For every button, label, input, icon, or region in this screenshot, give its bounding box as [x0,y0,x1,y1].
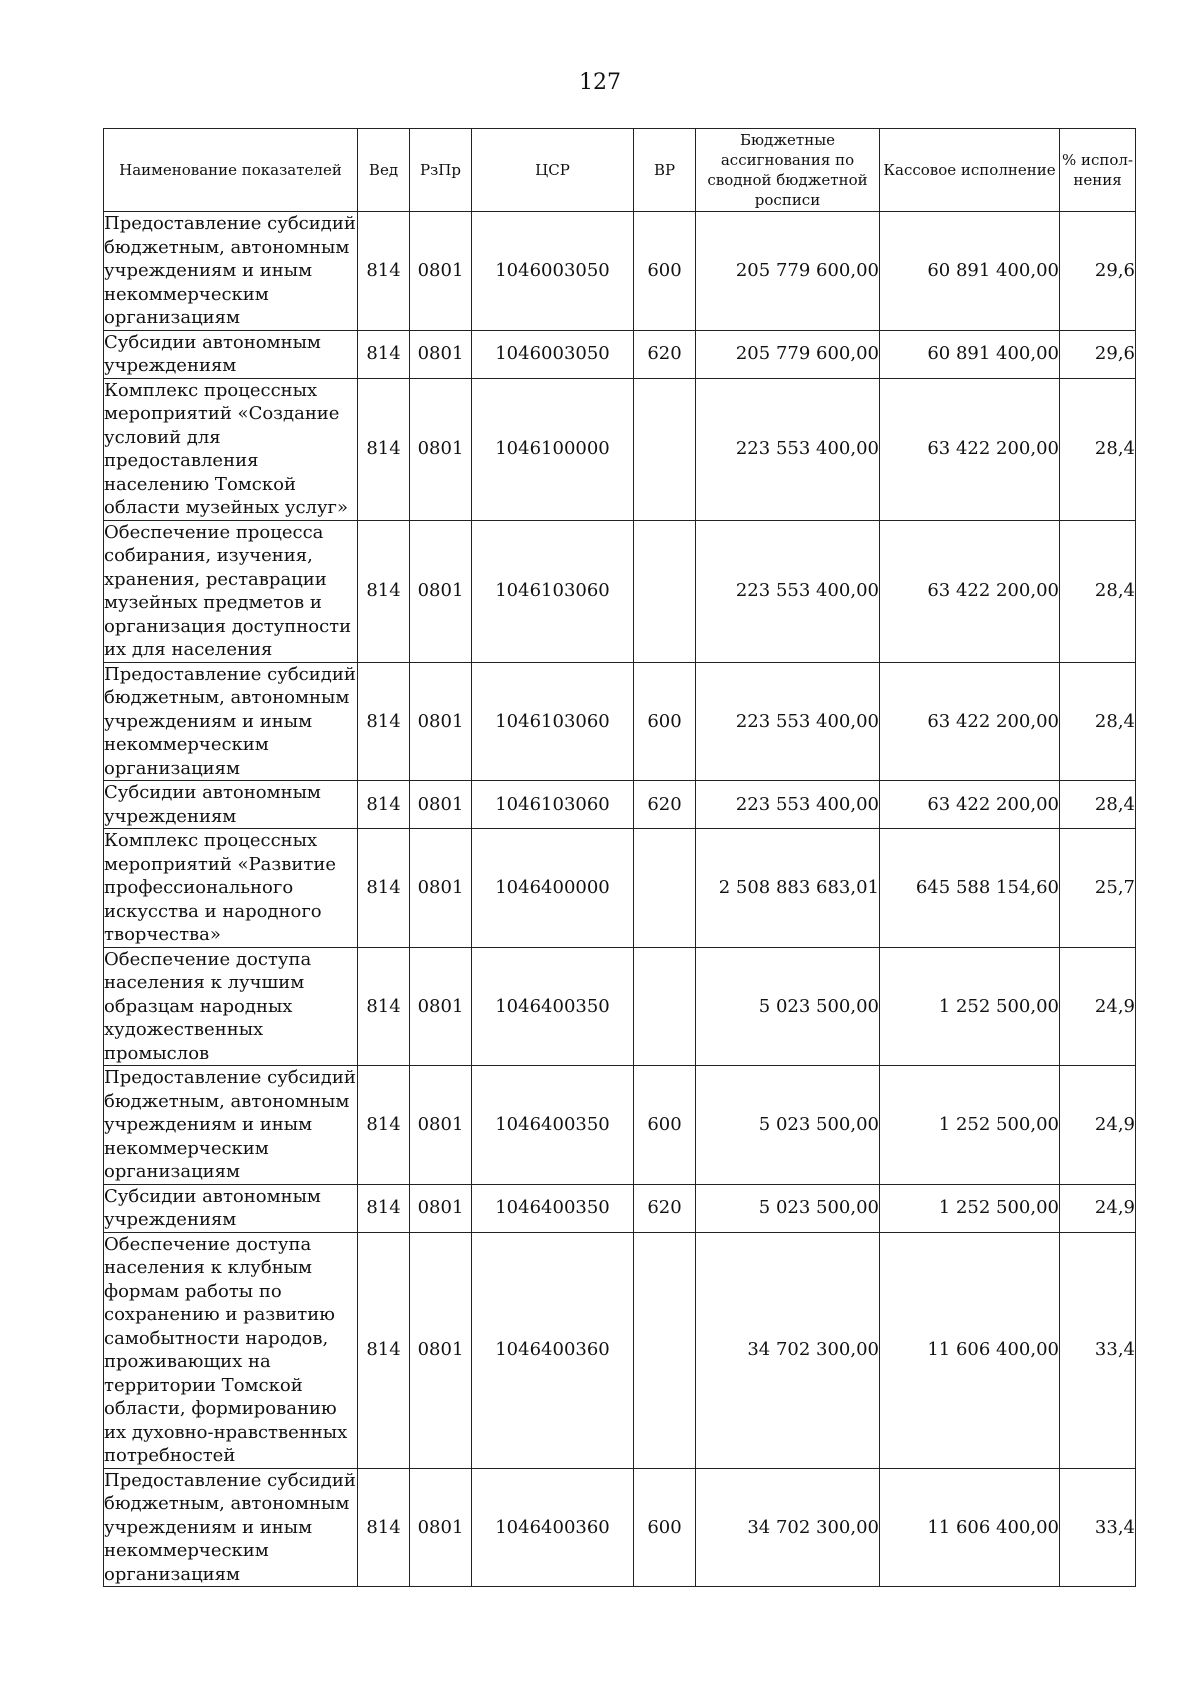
row-cash-execution: 63 422 200,00 [880,378,1060,520]
row-assignments: 223 553 400,00 [696,378,880,520]
header-cash-execution: Кассовое исполнение [880,129,1060,212]
row-name: Субсидии автономным учреждениям [104,781,358,829]
row-rzpr: 0801 [410,1468,472,1587]
row-assignments: 34 702 300,00 [696,1468,880,1587]
row-csr: 1046003050 [472,330,634,378]
row-cash-execution: 645 588 154,60 [880,829,1060,948]
table-row [104,378,1136,520]
row-ved: 814 [358,1184,410,1232]
row-assignments: 5 023 500,00 [696,947,880,1066]
row-vr [634,520,696,662]
row-name: Предоставление субсидий бюджетным, автономным учреждениям и иным некоммерческим организациям [104,213,356,328]
row-percent: 24,9 [1060,1184,1136,1232]
row-ved: 814 [358,662,410,781]
row-name: Обеспечение доступа населения к клубным формам работы по сохранению и развитию самобытности народов, проживающих на территории Томской области, формированию их духовно-нравственных потребностей [104,1232,358,1468]
row-percent: 33,4 [1060,1468,1136,1587]
row-name: Субсидии автономным учреждениям [104,330,358,378]
row-name: Комплекс процессных мероприятий «Создание условий для предоставления населению Томской области музейных услуг» [104,378,358,520]
row-vr: 600 [634,1468,696,1587]
row-name: Комплекс процессных мероприятий «Развитие профессионального искусства и народного творчества» [104,829,358,948]
row-rzpr: 0801 [410,212,472,331]
row-rzpr: 0801 [410,662,472,781]
row-vr: 600 [634,212,696,331]
row-percent: 29,6 [1060,212,1136,331]
header-name: Наименование показателей [104,129,358,212]
row-ved: 814 [358,781,410,829]
row-vr: 620 [634,781,696,829]
header-rzpr: РзПр [410,129,472,212]
header-assignments: Бюджетные ассигнования по сводной бюджетной росписи [696,129,880,212]
row-csr: 1046103060 [472,520,634,662]
table-row [104,662,1136,781]
row-cash-execution: 1 252 500,00 [880,947,1060,1066]
row-assignments: 205 779 600,00 [696,330,880,378]
row-assignments: 223 553 400,00 [696,520,880,662]
table-row [104,1184,1136,1232]
row-rzpr: 0801 [410,947,472,1066]
row-cash-execution: 63 422 200,00 [880,662,1060,781]
header-ved: Вед [358,129,410,212]
row-rzpr: 0801 [410,1232,472,1468]
row-rzpr: 0801 [410,520,472,662]
row-rzpr: 0801 [410,781,472,829]
row-percent: 33,4 [1060,1232,1136,1468]
row-percent: 28,4 [1060,378,1136,520]
row-ved: 814 [358,947,410,1066]
row-percent: 29,6 [1060,330,1136,378]
header-vr: ВР [634,129,696,212]
row-assignments: 5 023 500,00 [696,1184,880,1232]
row-cash-execution: 1 252 500,00 [880,1184,1060,1232]
table-row [104,520,1136,662]
row-assignments: 223 553 400,00 [696,662,880,781]
row-vr [634,378,696,520]
row-csr: 1046100000 [472,378,634,520]
row-ved: 814 [358,212,410,331]
row-csr: 1046103060 [472,662,634,781]
row-cash-execution: 63 422 200,00 [880,781,1060,829]
table-body [104,212,1136,1587]
budget-table [103,128,1136,1587]
row-cash-execution: 11 606 400,00 [880,1232,1060,1468]
row-ved: 814 [358,829,410,948]
row-percent: 24,9 [1060,947,1136,1066]
row-rzpr: 0801 [410,378,472,520]
row-cash-execution: 63 422 200,00 [880,520,1060,662]
row-assignments: 2 508 883 683,01 [696,829,880,948]
header-csr: ЦСР [472,129,634,212]
row-cash-execution: 60 891 400,00 [880,212,1060,331]
row-name: Предоставление субсидий бюджетным, автономным учреждениям и иным некоммерческим организациям [104,1469,356,1585]
row-csr: 1046400350 [472,947,634,1066]
row-rzpr: 0801 [410,330,472,378]
row-assignments: 34 702 300,00 [696,1232,880,1468]
table-row [104,1232,1136,1468]
row-vr [634,1232,696,1468]
header-percent: % испол-нения [1060,129,1136,212]
row-rzpr: 0801 [410,829,472,948]
row-assignments: 223 553 400,00 [696,781,880,829]
row-csr: 1046400360 [472,1232,634,1468]
row-percent: 25,7 [1060,829,1136,948]
row-assignments: 205 779 600,00 [696,212,880,331]
row-percent: 28,4 [1060,781,1136,829]
table-row [104,212,1136,331]
row-csr: 1046400350 [472,1184,634,1232]
row-csr: 1046400350 [472,1066,634,1185]
row-vr: 620 [634,1184,696,1232]
row-ved: 814 [358,1232,410,1468]
row-csr: 1046400360 [472,1468,634,1587]
row-rzpr: 0801 [410,1066,472,1185]
row-ved: 814 [358,378,410,520]
row-name: Предоставление субсидий бюджетным, автономным учреждениям и иным некоммерческим организациям [104,1067,356,1182]
row-csr: 1046400000 [472,829,634,948]
table-row [104,947,1136,1066]
table-row [104,1066,1136,1185]
row-csr: 1046003050 [472,212,634,331]
table-row [104,829,1136,948]
row-name: Субсидии автономным учреждениям [104,1184,358,1232]
row-ved: 814 [358,1066,410,1185]
row-vr: 600 [634,1066,696,1185]
row-ved: 814 [358,1468,410,1587]
row-vr [634,947,696,1066]
row-ved: 814 [358,330,410,378]
header-row [104,129,1136,212]
table-row [104,1468,1136,1587]
row-name: Предоставление субсидий бюджетным, автономным учреждениям и иным некоммерческим организациям [104,663,356,779]
row-csr: 1046103060 [472,781,634,829]
row-ved: 814 [358,520,410,662]
row-cash-execution: 60 891 400,00 [880,330,1060,378]
row-name: Обеспечение доступа населения к лучшим образцам народных художественных промыслов [104,947,358,1066]
row-rzpr: 0801 [410,1184,472,1232]
row-vr: 600 [634,662,696,781]
row-cash-execution: 1 252 500,00 [880,1066,1060,1185]
row-vr: 620 [634,330,696,378]
table-row [104,330,1136,378]
row-percent: 24,9 [1060,1066,1136,1185]
page-number: 127 [579,70,621,95]
row-percent: 28,4 [1060,662,1136,781]
row-cash-execution: 11 606 400,00 [880,1468,1060,1587]
row-vr [634,829,696,948]
row-percent: 28,4 [1060,520,1136,662]
row-assignments: 5 023 500,00 [696,1066,880,1185]
table-row [104,781,1136,829]
row-name: Обеспечение процесса собирания, изучения, хранения, реставрации музейных предметов и организация доступности их для населения [104,520,358,662]
